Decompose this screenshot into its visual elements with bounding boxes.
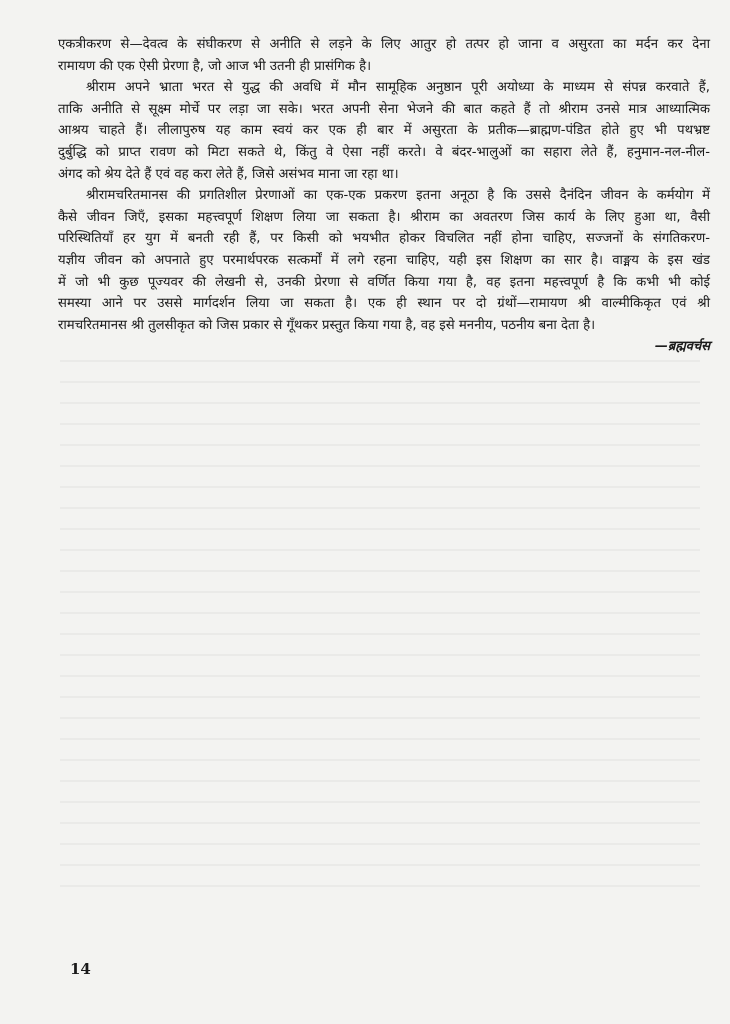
page-body xyxy=(58,34,710,358)
text-line: रामायण की एक ऐसी प्रेरणा है, जो आज भी उतनी ही प्रासंगिक है। xyxy=(58,58,372,74)
text-line: एकत्रीकरण से—देवत्व के संघीकरण से अनीति से लड़ने के लिए आतुर हो तत्पर हो जाना व असुरता का मर्दन कर देना xyxy=(58,37,710,52)
paragraph-2 xyxy=(58,77,710,185)
text-line: आश्रय चाहते हैं। लीलापुरुष यह काम स्वयं कर एक ही बार में असुरता के प्रतीक—ब्राह्मण-पंडित होते हुए भी पथभ्रष्ट xyxy=(58,123,710,139)
text-line: यज्ञीय जीवन को अपनाते हुए परमार्थपरक सत्कर्मों में लगे रहना चाहिए, यही इस शिक्षण का सार है। वाङ्मय के इस खंड xyxy=(58,252,710,268)
paragraph-1 xyxy=(58,34,710,77)
show-through-texture xyxy=(60,360,700,900)
text-line: परिस्थितियाँ हर युग में बनती रही हैं, पर किसी को भयभीत होकर विचलित नहीं होना चाहिए, सज्जनों के संगतिकरण- xyxy=(58,231,710,247)
text-line: दुर्बुद्धि को प्राप्त रावण को मिटा सकते थे, किंतु वे ऐसा नहीं करते। वे बंदर-भालुओं का सहारा लेते हैं, हनुमान-नल-नील- xyxy=(58,144,710,160)
text-line: रामचरितमानस श्री तुलसीकृत को जिस प्रकार से गूँथकर प्रस्तुत किया गया है, वह इसे मननीय, पठनीय बना देता है। xyxy=(58,317,596,333)
text-line: अंगद को श्रेय देते हैं एवं वह करा लेते हैं, जिसे असंभव माना जा रहा था। xyxy=(58,166,399,182)
text-line: श्रीरामचरितमानस की प्रगतिशील प्रेरणाओं का एक-एक प्रकरण इतना अनूठा है कि उससे दैनंदिन जीवन के कर्मयोग में xyxy=(86,188,710,204)
author-signature: —ब्रह्मवर्चस xyxy=(654,339,710,355)
text-line: श्रीराम अपने भ्राता भरत से युद्ध की अवधि में मौन सामूहिक अनुष्ठान पूरी अयोध्या के माध्यम से संपन्न करवाते हैं, xyxy=(86,80,710,96)
text-line: कैसे जीवन जिएँ, इसका महत्त्वपूर्ण शिक्षण लिया जा सकता है। श्रीराम का अवतरण जिस कार्य के लिए हुआ था, वैसी xyxy=(58,209,710,225)
text-line: में जो भी कुछ पूज्यवर की लेखनी से, उनकी प्रेरणा से वर्णित किया गया है, वह इतना महत्त्वपूर्ण है कि कभी भी कोई xyxy=(58,274,710,290)
page-number: 14 xyxy=(70,960,91,978)
text-line: समस्या आने पर उससे मार्गदर्शन लिया जा सकता है। एक ही स्थान पर दो ग्रंथों—रामायण श्री वाल्मीकिकृत एवं श्री xyxy=(58,296,710,312)
paragraph-3 xyxy=(58,185,710,336)
text-line: ताकि अनीति से सूक्ष्म मोर्चे पर लड़ा जा सके। भरत अपनी सेना भेजने की बात कहते हैं तो श्रीराम उनसे मात्र आध्यात्मिक xyxy=(58,101,710,117)
